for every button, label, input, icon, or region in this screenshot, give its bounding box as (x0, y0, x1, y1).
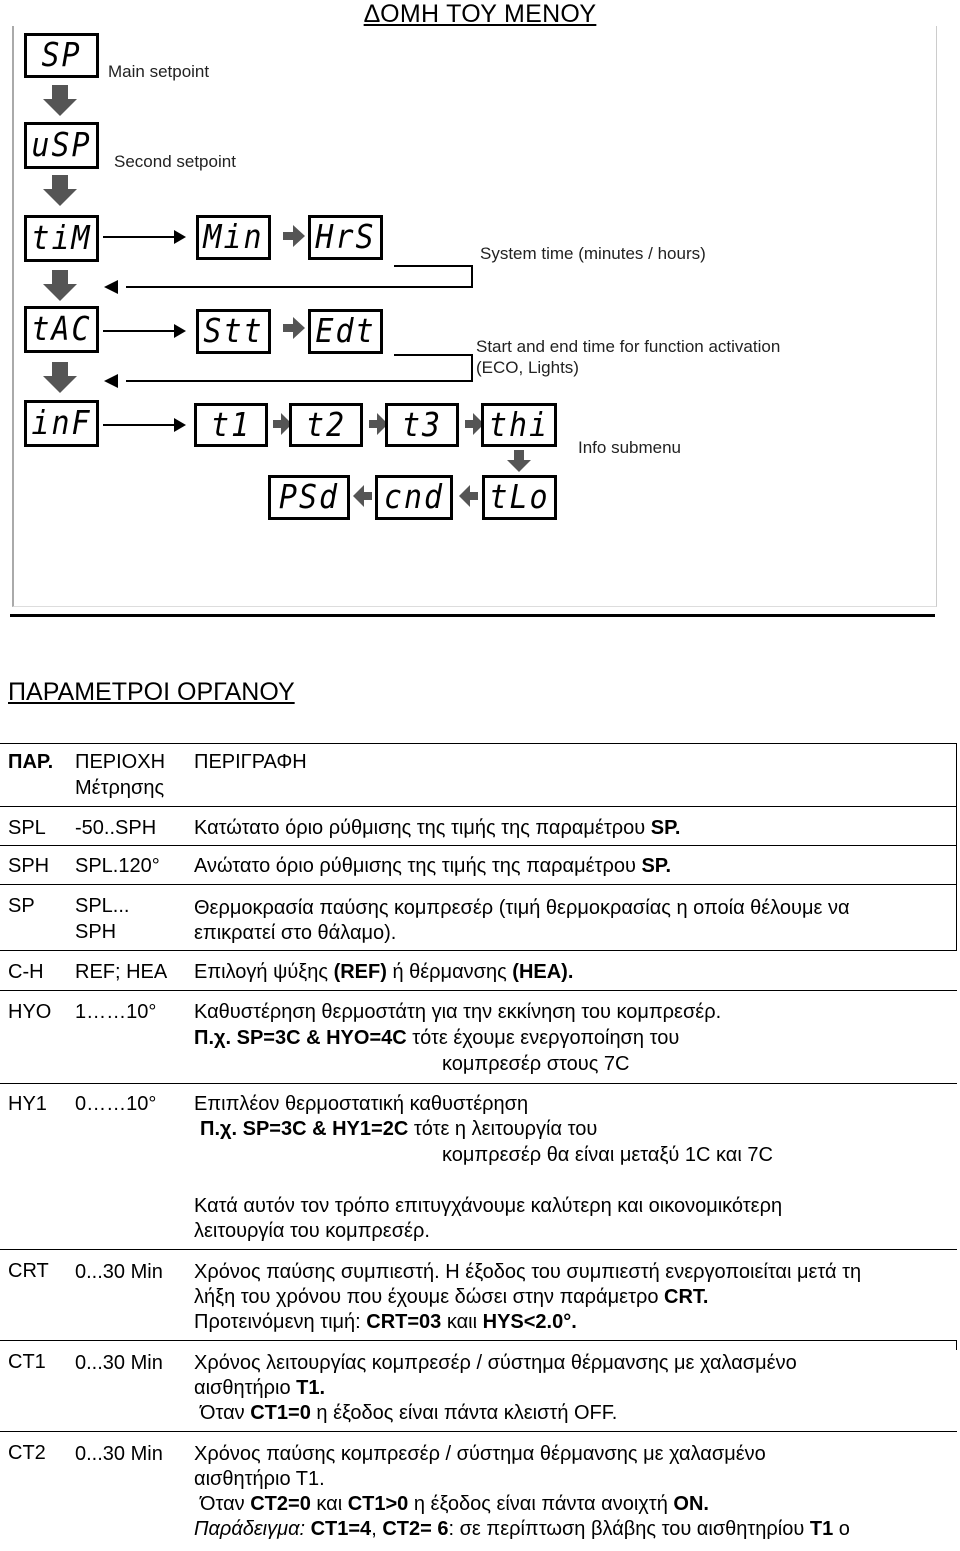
right-arrow-icon (283, 225, 305, 247)
display-cnd: cnd (375, 475, 453, 520)
display-t2: t2 (289, 403, 363, 447)
display-usp: uSP (24, 122, 99, 169)
row-ct1-par: CT1 (8, 1351, 46, 1373)
display-edt: Edt (308, 309, 383, 354)
row-border (0, 1249, 957, 1250)
system-time-label: System time (minutes / hours) (480, 244, 706, 263)
row-border (0, 1083, 957, 1084)
down-arrow-icon (507, 450, 531, 472)
row-crt-par: CRT (8, 1260, 49, 1282)
row-hy1-range: 0……10° (75, 1093, 157, 1115)
down-arrow-icon (43, 85, 77, 116)
row-ct2-desc-1: Χρόνος παύσης κομπρεσέρ / σύστημα θέρμανσης με χαλασμένο (194, 1443, 766, 1465)
arrowhead-icon (174, 230, 186, 244)
params-title: ΠΑΡΑΜΕΤΡΟΙ ΟΡΓΑΝΟΥ (8, 678, 295, 706)
display-thi: thi (481, 403, 557, 447)
row-hy1-desc-4: Κατά αυτόν τον τρόπο επιτυγχάνουμε καλύτερη και οικονομικότερη (194, 1195, 783, 1217)
row-ch-desc: Επιλογή ψύξης (REF) ή θέρμανσης (HEA). (194, 961, 574, 983)
row-hy1-desc-5: λειτουργία του κομπρεσέρ. (194, 1220, 430, 1242)
row-ct2-desc-3: Όταν CT2=0 και CT1>0 η έξοδος είναι πάντα ανοιχτή ON. (200, 1493, 709, 1515)
menu-diagram (0, 0, 960, 620)
row-border (0, 1431, 957, 1432)
display-min: Min (196, 215, 271, 260)
row-ct2-desc-2: αισθητήριο Τ1. (194, 1468, 325, 1490)
row-border (0, 1340, 957, 1341)
row-crt-range: 0...30 Min (75, 1261, 163, 1283)
display-stt: Stt (196, 309, 271, 354)
second-setpoint-label: Second setpoint (114, 152, 236, 171)
row-ch-par: C-H (8, 961, 44, 983)
menu-structure-title: ΔΟΜΗ ΤΟΥ ΜΕΝΟΥ (363, 0, 597, 28)
arrowhead-icon (174, 324, 186, 338)
row-hyo-par: HYO (8, 1001, 52, 1023)
display-inf: inF (24, 400, 99, 447)
info-submenu-label: Info submenu (578, 438, 682, 457)
display-tac: tAC (24, 306, 99, 353)
table-right-border (956, 1340, 957, 1350)
row-ct2-range: 0...30 Min (75, 1443, 163, 1465)
row-hyo-desc-1: Καθυστέρηση θερμοστάτη για την εκκίνηση του κομπρεσέρ. (194, 1001, 722, 1023)
header-desc: ΠΕΡΙΓΡΑΦΗ (194, 751, 307, 773)
display-tlo: tLo (482, 475, 557, 520)
row-sph-range: SPL.120° (75, 855, 160, 877)
header-range-1: ΠΕΡΙΟΧΗ (75, 751, 166, 773)
header-par: ΠΑΡ. (8, 751, 54, 773)
start-end-label-1: Start and end time for function activation (476, 337, 781, 356)
row-border (0, 884, 957, 885)
row-border (0, 743, 957, 744)
display-t3: t3 (385, 403, 459, 447)
display-t1: t1 (194, 403, 268, 447)
row-ct2-par: CT2 (8, 1442, 46, 1464)
row-spl-range: -50..SPH (75, 817, 157, 839)
display-sp: SP (24, 33, 99, 78)
display-tim: tiM (24, 215, 99, 262)
arrowhead-icon (104, 374, 118, 388)
row-spl-desc: Κατώτατο όριο ρύθμισης της τιμής της παραμέτρου SP. (194, 817, 681, 839)
down-arrow-icon (43, 175, 77, 206)
row-hyo-range: 1……10° (75, 1001, 157, 1023)
start-end-label-2: (ECO, Lights) (476, 358, 579, 377)
row-hyo-desc-2: Π.χ. SP=3C & HYO=4C τότε έχουμε ενεργοποίηση του (194, 1027, 680, 1049)
main-setpoint-label: Main setpoint (108, 62, 210, 81)
row-sp-desc-1: Θερμοκρασία παύσης κομπρεσέρ (τιμή θερμοκρασίας η οποία θέλουμε να (194, 897, 850, 919)
arrowhead-icon (174, 418, 186, 432)
left-arrow-icon (459, 485, 478, 507)
row-ct1-desc-3: Όταν CT1=0 η έξοδος είναι πάντα κλειστή OFF. (200, 1402, 618, 1424)
row-hyo-desc-3: κομπρεσέρ στους 7C (442, 1053, 630, 1075)
row-crt-desc-1: Χρόνος παύσης συμπιεστή. Η έξοδος του συμπιεστή ενεργοποιείται μετά τη (194, 1261, 862, 1283)
right-arrow-icon (283, 317, 305, 339)
header-range-2: Μέτρησης (75, 777, 165, 799)
row-border (0, 806, 957, 807)
display-hrs: HrS (308, 215, 383, 260)
left-arrow-icon (353, 485, 372, 507)
row-crt-desc-3: Προτεινόμενη τιμή: CRT=03 καιι HYS<2.0°. (194, 1311, 577, 1333)
row-border (0, 950, 957, 951)
row-crt-desc-2: λήξη του χρόνου που έχουμε δώσει στην παράμετρο CRT. (194, 1286, 709, 1308)
row-sp-desc-2: επικρατεί στο θάλαμο). (194, 922, 397, 944)
row-sph-desc: Ανώτατο όριο ρύθμισης της τιμής της παραμέτρου SP. (194, 855, 672, 877)
row-hy1-par: HY1 (8, 1093, 47, 1115)
row-ct1-range: 0...30 Min (75, 1352, 163, 1374)
table-right-border (956, 743, 957, 951)
row-sp-range-2: SPH (75, 921, 117, 943)
row-border (0, 990, 957, 991)
row-spl-par: SPL (8, 817, 46, 839)
row-ch-range: REF; HEA (75, 961, 168, 983)
row-ct1-desc-1: Χρόνος λειτουργίας κομπρεσέρ / σύστημα θέρμανσης με χαλασμένο (194, 1352, 797, 1374)
down-arrow-icon (43, 270, 77, 301)
section-divider (10, 614, 935, 617)
row-border (0, 845, 957, 846)
row-hy1-desc-2: Π.χ. SP=3C & HY1=2C τότε η λειτουργία του (200, 1118, 598, 1140)
arrowhead-icon (104, 280, 118, 294)
row-sph-par: SPH (8, 855, 50, 877)
row-ct2-desc-4: Παράδειγμα: CT1=4, CT2= 6: σε περίπτωση βλάβης του αισθητηρίου T1 ο (194, 1518, 850, 1540)
row-sp-range-1: SPL... (75, 895, 130, 917)
row-hy1-desc-1: Επιπλέον θερμοστατική καθυστέρηση (194, 1093, 529, 1115)
row-sp-par: SP (8, 895, 35, 917)
row-hy1-desc-3: κομπρεσέρ θα είναι μεταξύ 1C και 7C (442, 1144, 773, 1166)
row-ct1-desc-2: αισθητήριο T1. (194, 1377, 326, 1399)
down-arrow-icon (43, 362, 77, 393)
display-psd: PSd (268, 475, 350, 520)
